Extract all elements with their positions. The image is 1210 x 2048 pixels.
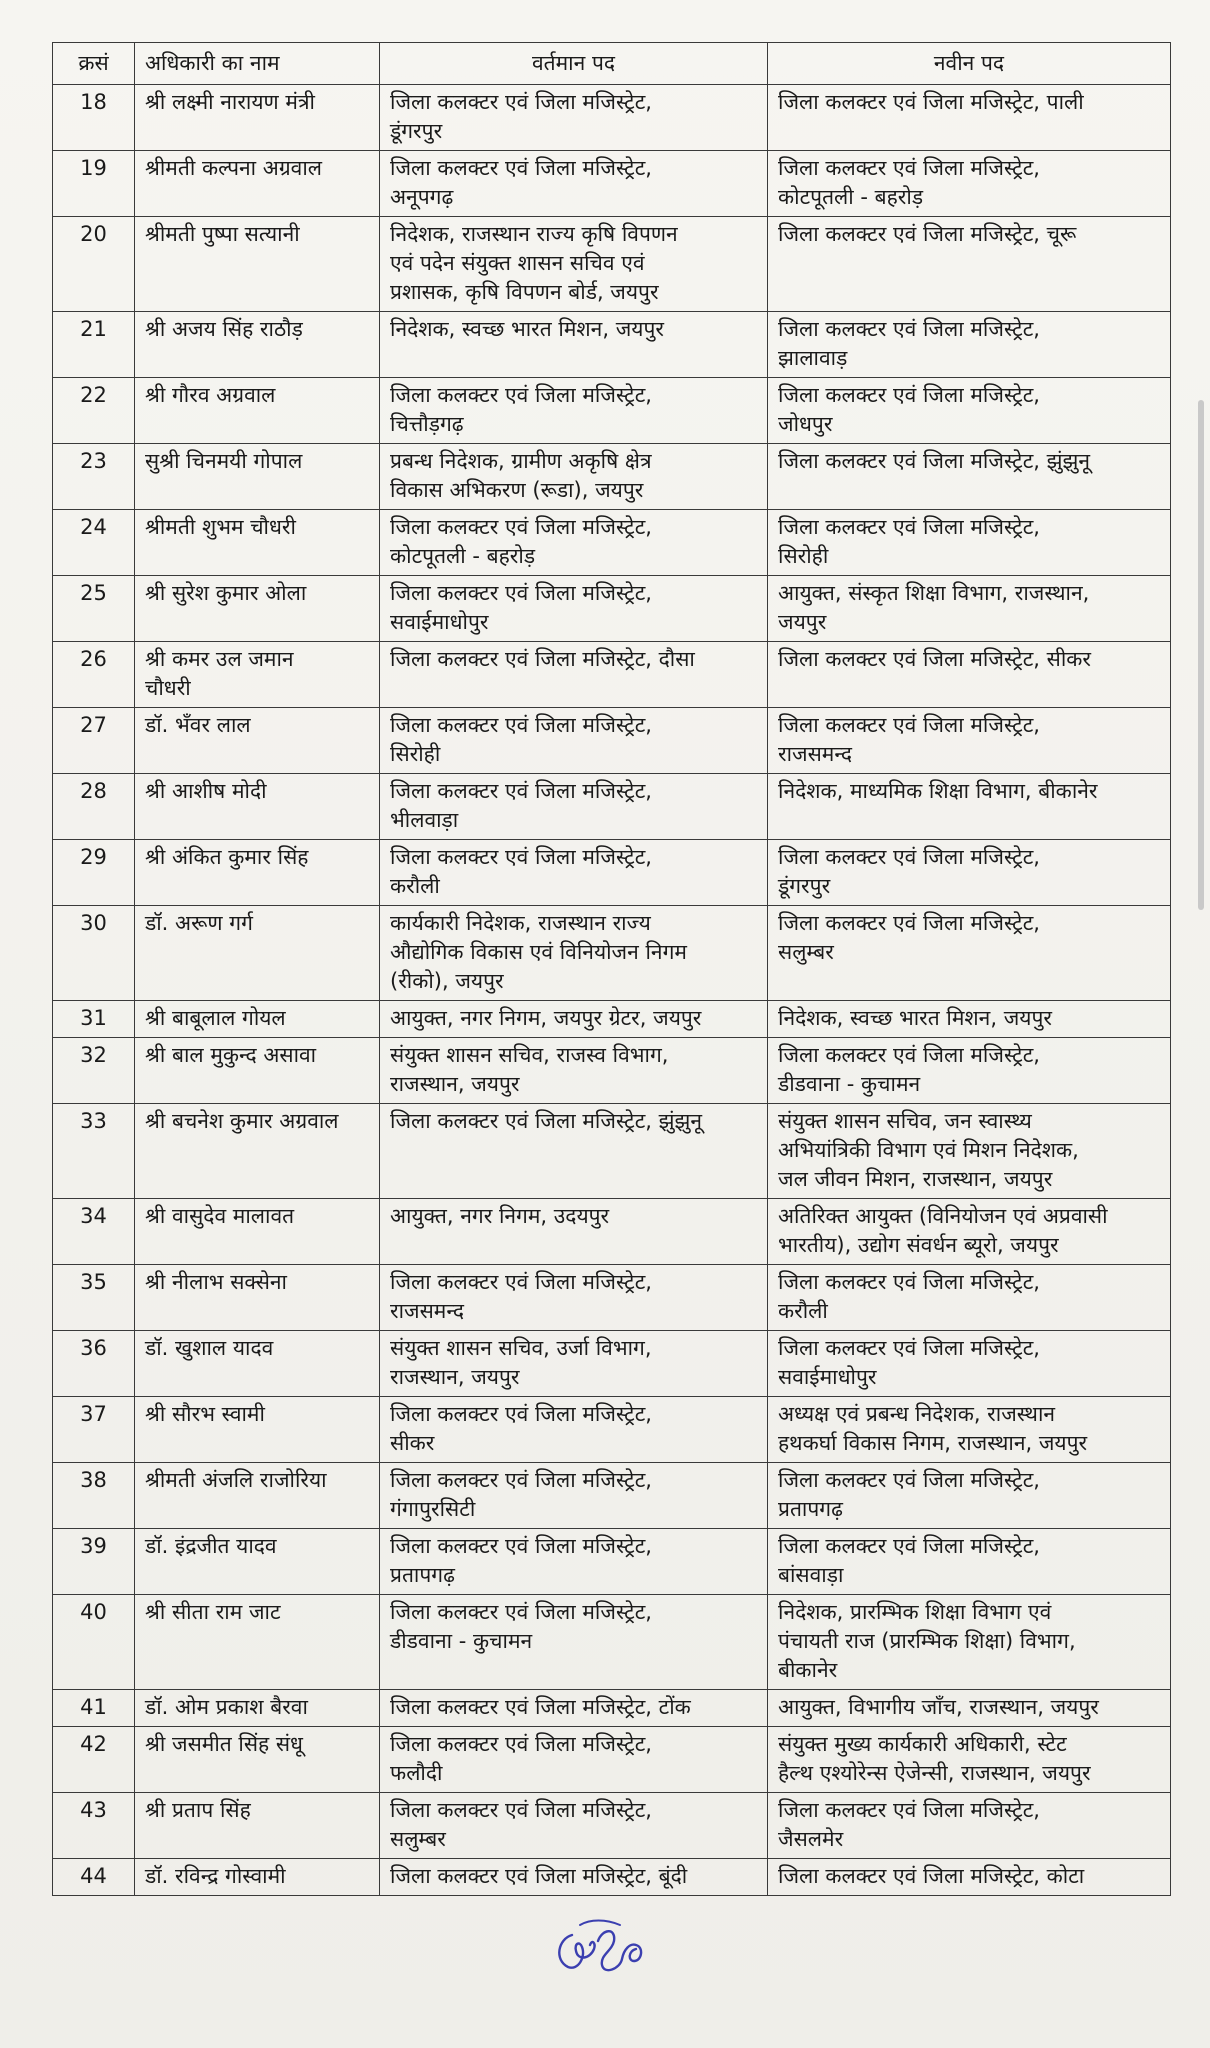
serial-number: 30 [53,906,135,1001]
current-post-line: सीकर [390,1431,435,1455]
serial-number: 26 [53,642,135,708]
new-post-line: जिला कलक्टर एवं जिला मजिस्ट्रेट, झुंझुनू [778,449,1091,473]
current-post [380,1397,768,1463]
new-post [768,1104,1171,1199]
current-post [380,774,768,840]
table-row [53,642,1171,708]
officer-name [135,1859,380,1896]
current-post-line: जिला कलक्टर एवं जिला मजिस्ट्रेट, [390,779,652,803]
new-post [768,840,1171,906]
current-post-line: आयुक्त, नगर निगम, जयपुर ग्रेटर, जयपुर [390,1006,702,1030]
officer-name-line: श्री अंकित कुमार सिंह [145,845,309,869]
officer-name-line: श्री गौरव अग्रवाल [145,383,276,407]
officer-name [135,217,380,312]
officer-name-line: श्री लक्ष्मी नारायण मंत्री [145,90,315,114]
serial-number: 33 [53,1104,135,1199]
current-post-line: जिला कलक्टर एवं जिला मजिस्ट्रेट, [390,1600,652,1624]
table-row [53,576,1171,642]
new-post [768,1001,1171,1038]
serial-number: 39 [53,1529,135,1595]
current-post-line: जिला कलक्टर एवं जिला मजिस्ट्रेट, झुंझुनू [390,1109,703,1133]
new-post [768,312,1171,378]
table-row [53,217,1171,312]
current-post [380,151,768,217]
current-post-line: कोटपूतली - बहरोड़ [390,544,536,568]
table-row [53,774,1171,840]
current-post-line: जिला कलक्टर एवं जिला मजिस्ट्रेट, [390,156,652,180]
officer-name [135,510,380,576]
current-post [380,510,768,576]
table-row [53,1199,1171,1265]
current-post-line: जिला कलक्टर एवं जिला मजिस्ट्रेट, दौसा [390,647,695,671]
current-post-line: डीडवाना - कुचामन [390,1629,533,1653]
current-post-line: जिला कलक्टर एवं जिला मजिस्ट्रेट, [390,581,652,605]
new-post-line: सलुम्बर [778,940,834,964]
current-post-line: जिला कलक्टर एवं जिला मजिस्ट्रेट, [390,1270,652,1294]
current-post [380,444,768,510]
new-post-line: संयुक्त शासन सचिव, जन स्वास्थ्य [778,1109,1032,1133]
table-row [53,1463,1171,1529]
officer-name-line: श्री कमर उल जमान [145,647,294,671]
current-post-line: सवाईमाधोपुर [390,610,489,634]
officer-name-line: सुश्री चिनमयी गोपाल [145,449,303,473]
officer-name-line: डॉ. खुशाल यादव [145,1336,274,1360]
current-post [380,1793,768,1859]
new-post-line: जल जीवन मिशन, राजस्थान, जयपुर [778,1167,1053,1191]
officer-name-line: डॉ. ओम प्रकाश बैरवा [145,1695,308,1719]
current-post-line: जिला कलक्टर एवं जिला मजिस्ट्रेट, [390,1732,652,1756]
officer-name-line: श्री सुरेश कुमार ओला [145,581,307,605]
serial-number: 34 [53,1199,135,1265]
serial-number: 40 [53,1595,135,1690]
new-post-line: आयुक्त, संस्कृत शिक्षा विभाग, राजस्थान, [778,581,1090,605]
officer-name [135,1331,380,1397]
current-post-line: प्रतापगढ़ [390,1563,455,1587]
current-post-line: जिला कलक्टर एवं जिला मजिस्ट्रेट, टोंक [390,1695,691,1719]
new-post [768,1859,1171,1896]
officer-name-line: श्रीमती कल्पना अग्रवाल [145,156,323,180]
current-post [380,642,768,708]
current-post-line: संयुक्त शासन सचिव, उर्जा विभाग, [390,1336,652,1360]
new-post-line: जिला कलक्टर एवं जिला मजिस्ट्रेट, [778,1534,1040,1558]
serial-number: 31 [53,1001,135,1038]
officer-name [135,840,380,906]
new-post-line: अध्यक्ष एवं प्रबन्ध निदेशक, राजस्थान [778,1402,1056,1426]
officer-name-line: श्री सीता राम जाट [145,1600,281,1624]
new-post [768,1727,1171,1793]
officer-name-line: श्री वासुदेव मालावत [145,1204,295,1228]
officer-name-line: श्रीमती शुभम चौधरी [145,515,296,539]
current-post-line: राजसमन्द [390,1299,465,1323]
table-row [53,1104,1171,1199]
current-post [380,1463,768,1529]
current-post-line: संयुक्त शासन सचिव, राजस्व विभाग, [390,1043,669,1067]
current-post-line: सलुम्बर [390,1827,446,1851]
table-row [53,1793,1171,1859]
officer-name-line: श्री बाल मुकुन्द असावा [145,1043,317,1067]
new-post-line: जिला कलक्टर एवं जिला मजिस्ट्रेट, [778,156,1040,180]
table-row [53,1038,1171,1104]
new-post-line: निदेशक, माध्यमिक शिक्षा विभाग, बीकानेर [778,779,1098,803]
serial-number: 44 [53,1859,135,1896]
current-post-line: जिला कलक्टर एवं जिला मजिस्ट्रेट, [390,1798,652,1822]
table-row [53,1727,1171,1793]
current-post [380,1104,768,1199]
header-officer-name: अधिकारी का नाम [135,43,380,85]
officer-name [135,1595,380,1690]
new-post-line: जिला कलक्टर एवं जिला मजिस्ट्रेट, [778,911,1040,935]
new-post [768,774,1171,840]
serial-number: 24 [53,510,135,576]
new-post [768,1265,1171,1331]
officer-name [135,312,380,378]
new-post-line: भारतीय), उद्योग संवर्धन ब्यूरो, जयपुर [778,1233,1059,1257]
new-post [768,1397,1171,1463]
officer-name [135,1463,380,1529]
officer-name-line: श्री जसमीत सिंह संधू [145,1732,303,1756]
officer-name-line: श्रीमती पुष्पा सत्यानी [145,222,300,246]
current-post-line: जिला कलक्टर एवं जिला मजिस्ट्रेट, [390,713,652,737]
current-post-line: जिला कलक्टर एवं जिला मजिस्ट्रेट, [390,383,652,407]
serial-number: 43 [53,1793,135,1859]
officer-name-line: डॉ. भँवर लाल [145,713,251,737]
new-post-line: जिला कलक्टर एवं जिला मजिस्ट्रेट, [778,845,1040,869]
current-post [380,1595,768,1690]
current-post-line: आयुक्त, नगर निगम, उदयपुर [390,1204,610,1228]
new-post-line: जिला कलक्टर एवं जिला मजिस्ट्रेट, [778,1336,1040,1360]
serial-number: 38 [53,1463,135,1529]
table-row [53,1331,1171,1397]
table-row [53,1690,1171,1727]
table-header-row [53,43,1171,85]
current-post-line: जिला कलक्टर एवं जिला मजिस्ट्रेट, [390,1534,652,1558]
new-post-line: निदेशक, प्रारम्भिक शिक्षा विभाग एवं [778,1600,1052,1624]
new-post [768,1199,1171,1265]
new-post-line: निदेशक, स्वच्छ भारत मिशन, जयपुर [778,1006,1052,1030]
serial-number: 28 [53,774,135,840]
current-post [380,1199,768,1265]
new-post [768,1463,1171,1529]
new-post-line: जिला कलक्टर एवं जिला मजिस्ट्रेट, [778,1270,1040,1294]
current-post [380,85,768,151]
table-row [53,510,1171,576]
current-post [380,1690,768,1727]
table-row [53,840,1171,906]
new-post-line: जिला कलक्टर एवं जिला मजिस्ट्रेट, [778,383,1040,407]
current-post [380,378,768,444]
current-post [380,1529,768,1595]
current-post-line: (रीको), जयपुर [390,969,504,993]
officer-name-line: श्री बचनेश कुमार अग्रवाल [145,1109,339,1133]
serial-number: 18 [53,85,135,151]
table-row [53,1265,1171,1331]
table-row [53,1001,1171,1038]
current-post-line: जिला कलक्टर एवं जिला मजिस्ट्रेट, [390,90,652,114]
current-post [380,708,768,774]
serial-number: 35 [53,1265,135,1331]
serial-number: 29 [53,840,135,906]
current-post-line: कार्यकारी निदेशक, राजस्थान राज्य [390,911,651,935]
new-post [768,576,1171,642]
new-post [768,1690,1171,1727]
officer-name [135,906,380,1001]
new-post-line: जिला कलक्टर एवं जिला मजिस्ट्रेट, [778,515,1040,539]
current-post-line: चित्तौड़गढ़ [390,412,464,436]
officer-name [135,1793,380,1859]
new-post-line: प्रतापगढ़ [778,1497,843,1521]
table-row [53,444,1171,510]
officer-name [135,1727,380,1793]
current-post-line: राजस्थान, जयपुर [390,1365,520,1389]
current-post [380,576,768,642]
serial-number: 42 [53,1727,135,1793]
new-post [768,1529,1171,1595]
officer-name-line: डॉ. रविन्द्र गोस्वामी [145,1864,286,1888]
officer-name [135,708,380,774]
new-post [768,642,1171,708]
serial-number: 21 [53,312,135,378]
new-post-line: सिरोही [778,544,829,568]
new-post [768,151,1171,217]
officer-name [135,378,380,444]
header-current-post: वर्तमान पद [380,43,768,85]
new-post-line: जयपुर [778,610,827,634]
new-post-line: जिला कलक्टर एवं जिला मजिस्ट्रेट, कोटा [778,1864,1085,1888]
new-post-line: पंचायती राज (प्रारम्भिक शिक्षा) विभाग, [778,1629,1076,1653]
officer-name [135,1529,380,1595]
new-post [768,708,1171,774]
header-new-post: नवीन पद [768,43,1171,85]
serial-number: 37 [53,1397,135,1463]
officer-name [135,151,380,217]
officer-name [135,1397,380,1463]
serial-number: 22 [53,378,135,444]
officer-name-line: श्री सौरभ स्वामी [145,1402,265,1426]
new-post-line: बांसवाड़ा [778,1563,844,1587]
new-post-line: जोधपुर [778,412,833,436]
current-post-line: फलौदी [390,1761,443,1785]
current-post-line: डूंगरपुर [390,119,443,143]
transfer-table [52,42,1171,1896]
table-row [53,378,1171,444]
serial-number: 32 [53,1038,135,1104]
serial-number: 41 [53,1690,135,1727]
table-row [53,151,1171,217]
new-post [768,906,1171,1001]
current-post-line: प्रबन्ध निदेशक, ग्रामीण अकृषि क्षेत्र [390,449,652,473]
new-post-line: जिला कलक्टर एवं जिला मजिस्ट्रेट, [778,1468,1040,1492]
current-post [380,906,768,1001]
current-post [380,1001,768,1038]
current-post-line: निदेशक, स्वच्छ भारत मिशन, जयपुर [390,317,664,341]
new-post-line: संयुक्त मुख्य कार्यकारी अधिकारी, स्टेट [778,1732,1067,1756]
serial-number: 25 [53,576,135,642]
officer-name-line: चौधरी [145,676,191,700]
serial-number: 36 [53,1331,135,1397]
new-post [768,444,1171,510]
scrollbar[interactable] [1198,400,1204,910]
new-post-line: डूंगरपुर [778,874,831,898]
table-row [53,1397,1171,1463]
signature [550,1905,660,1985]
officer-name-line: श्री नीलाभ सक्सेना [145,1270,287,1294]
current-post-line: जिला कलक्टर एवं जिला मजिस्ट्रेट, बूंदी [390,1864,688,1888]
current-post [380,1265,768,1331]
current-post [380,840,768,906]
current-post [380,1331,768,1397]
current-post-line: जिला कलक्टर एवं जिला मजिस्ट्रेट, [390,845,652,869]
table-row [53,906,1171,1001]
current-post-line: जिला कलक्टर एवं जिला मजिस्ट्रेट, [390,1468,652,1492]
officer-name-line: श्री प्रताप सिंह [145,1798,251,1822]
serial-number: 23 [53,444,135,510]
officer-name-line: श्री अजय सिंह राठौड़ [145,317,303,341]
officer-name-line: श्री आशीष मोदी [145,779,267,803]
new-post-line: हथकर्घा विकास निगम, राजस्थान, जयपुर [778,1431,1088,1455]
current-post-line: जिला कलक्टर एवं जिला मजिस्ट्रेट, [390,1402,652,1426]
serial-number: 19 [53,151,135,217]
current-post-line: जिला कलक्टर एवं जिला मजिस्ट्रेट, [390,515,652,539]
current-post-line: निदेशक, राजस्थान राज्य कृषि विपणन [390,222,678,246]
officer-name [135,1104,380,1199]
officer-name-line: श्री बाबूलाल गोयल [145,1006,286,1030]
current-post-line: एवं पदेन संयुक्त शासन सचिव एवं [390,251,645,275]
new-post [768,85,1171,151]
new-post-line: जिला कलक्टर एवं जिला मजिस्ट्रेट, [778,1043,1040,1067]
table-row [53,1859,1171,1896]
current-post-line: करौली [390,874,440,898]
new-post [768,1595,1171,1690]
table-row [53,312,1171,378]
current-post-line: गंगापुरसिटी [390,1497,476,1521]
new-post-line: हैल्थ एश्योरेन्स ऐजेन्सी, राजस्थान, जयपुर [778,1761,1091,1785]
new-post [768,378,1171,444]
table-row [53,1529,1171,1595]
new-post [768,510,1171,576]
current-post [380,1727,768,1793]
officer-name-line: डॉ. अरूण गर्ग [145,911,253,935]
new-post-line: आयुक्त, विभागीय जाँच, राजस्थान, जयपुर [778,1695,1099,1719]
new-post-line: जिला कलक्टर एवं जिला मजिस्ट्रेट, [778,317,1040,341]
new-post-line: जिला कलक्टर एवं जिला मजिस्ट्रेट, [778,1798,1040,1822]
officer-name [135,1001,380,1038]
officer-name [135,1265,380,1331]
officer-name [135,1199,380,1265]
serial-number: 27 [53,708,135,774]
officer-name [135,85,380,151]
new-post [768,1038,1171,1104]
new-post [768,1331,1171,1397]
new-post-line: जैसलमेर [778,1827,844,1851]
officer-name [135,1690,380,1727]
new-post-line: जिला कलक्टर एवं जिला मजिस्ट्रेट, चूरू [778,222,1077,246]
new-post-line: बीकानेर [778,1658,838,1682]
current-post [380,1038,768,1104]
table-row [53,1595,1171,1690]
new-post-line: जिला कलक्टर एवं जिला मजिस्ट्रेट, पाली [778,90,1084,114]
new-post-line: जिला कलक्टर एवं जिला मजिस्ट्रेट, सीकर [778,647,1091,671]
current-post-line: अनूपगढ़ [390,185,454,209]
officer-name-line: श्रीमती अंजलि राजोरिया [145,1468,327,1492]
current-post-line: भीलवाड़ा [390,808,459,832]
new-post-line: अतिरिक्त आयुक्त (विनियोजन एवं अप्रवासी [778,1204,1108,1228]
new-post-line: जिला कलक्टर एवं जिला मजिस्ट्रेट, [778,713,1040,737]
header-serial: क्रसं [53,43,135,85]
officer-name [135,444,380,510]
current-post [380,312,768,378]
new-post-line: कोटपूतली - बहरोड़ [778,185,924,209]
officer-name [135,774,380,840]
new-post [768,217,1171,312]
current-post-line: राजस्थान, जयपुर [390,1072,520,1096]
officer-name [135,576,380,642]
new-post [768,1793,1171,1859]
current-post-line: विकास अभिकरण (रूडा), जयपुर [390,478,644,502]
new-post-line: करौली [778,1299,828,1323]
officer-name [135,642,380,708]
table-row [53,708,1171,774]
current-post-line: सिरोही [390,742,441,766]
new-post-line: अभियांत्रिकी विभाग एवं मिशन निदेशक, [778,1138,1079,1162]
table-row [53,85,1171,151]
serial-number: 20 [53,217,135,312]
current-post-line: प्रशासक, कृषि विपणन बोर्ड, जयपुर [390,280,659,304]
new-post-line: झालावाड़ [778,346,848,370]
current-post [380,1859,768,1896]
officer-name-line: डॉ. इंद्रजीत यादव [145,1534,277,1558]
new-post-line: डीडवाना - कुचामन [778,1072,921,1096]
current-post [380,217,768,312]
new-post-line: सवाईमाधोपुर [778,1365,877,1389]
current-post-line: औद्योगिक विकास एवं विनियोजन निगम [390,940,687,964]
new-post-line: राजसमन्द [778,742,853,766]
officer-name [135,1038,380,1104]
